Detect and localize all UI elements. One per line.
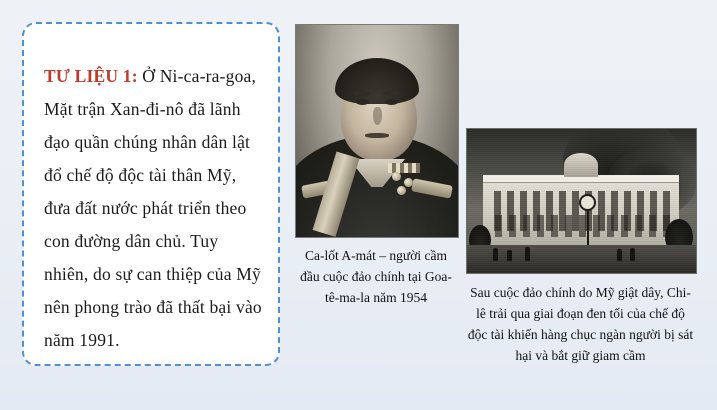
person-silhouette <box>493 248 498 261</box>
source-document-text <box>44 60 262 357</box>
person-silhouette <box>630 248 635 261</box>
source-document-body: Ở Ni-ca-ra-goa, Mặt trận Xan-đi-nô đã lãnh đạo quần chúng nhân dân lật đổ chế độ độc tài thân Mỹ, đưa đất nước phát triển theo con đường dân chủ. Tuy nhiên, do sự can thiệp của Mỹ nên phong trào đã thất bại vào năm 1991. <box>44 65 262 350</box>
person-silhouette <box>525 247 530 261</box>
figure-carlos-armas <box>295 24 457 308</box>
medal-icon <box>397 186 406 195</box>
carlos-armas-portrait-image <box>295 24 459 238</box>
medal-icon <box>392 172 401 181</box>
chile-coup-image <box>466 128 697 274</box>
eye-right-shape <box>385 99 398 105</box>
eyebrow-right-shape <box>383 91 400 96</box>
building-windows-row <box>488 215 674 237</box>
person-silhouette <box>617 249 622 261</box>
source-document-box <box>22 22 280 366</box>
street-ground <box>467 245 696 273</box>
figure-caption: Ca-lốt A-mát – người cầm đầu cuộc đảo chính tại Goa-tê-ma-la năm 1954 <box>300 248 452 305</box>
medal-icon <box>404 178 413 187</box>
figure-caption: Sau cuộc đảo chính do Mỹ giật dây, Chi-lê trải qua giai đoạn đen tối của chế độ độc tài khiến hàng chục ngàn người bị sát hại và bắt giữ giam cầm <box>467 285 694 363</box>
eyebrow-left-shape <box>353 91 370 96</box>
palace-building-shape <box>483 175 679 247</box>
mouth-shape <box>365 133 389 138</box>
ribbon-bar-shape <box>388 163 420 173</box>
building-dome <box>564 153 598 177</box>
street-sign-icon <box>579 194 596 211</box>
nose-shape <box>373 107 382 125</box>
eye-left-shape <box>356 99 369 105</box>
person-silhouette <box>507 250 512 261</box>
source-document-label: TƯ LIỆU 1: <box>44 65 138 86</box>
figure-chile-coup <box>466 128 695 366</box>
